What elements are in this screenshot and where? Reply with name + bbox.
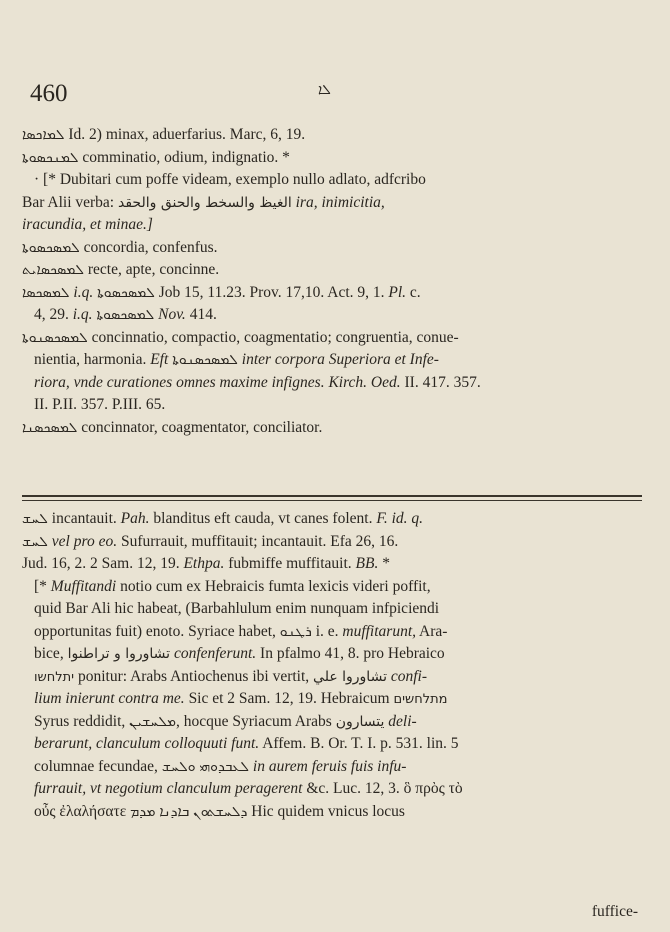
text-run: Bar Alii verba: (22, 193, 118, 211)
text-run: concinnator, coagmentator, conciliator. (77, 418, 323, 436)
text-run: comminatio, odium, indignatio. * (78, 148, 290, 166)
text-run: 414. (185, 306, 217, 323)
text-line (22, 417, 638, 440)
text-line (22, 621, 642, 644)
text-line (22, 372, 638, 395)
syriac-word: الغيظ والسخط والحنق والحقد (118, 194, 292, 211)
text-run: οὖς ἐλαλήσατε (34, 802, 131, 820)
text-run: inter corpora Superiora et Infe- (237, 351, 439, 368)
text-run: fubmiffe muffitauit. (224, 555, 356, 572)
text-line (22, 259, 638, 282)
syriac-word: ܠܡܣܟܣܘܬܐ (97, 284, 155, 301)
text-run: Ara- (416, 622, 448, 640)
text-line (22, 192, 638, 215)
text-line (22, 304, 638, 327)
text-run: i.q. (73, 283, 94, 301)
text-line (22, 553, 642, 576)
syriac-word: ܠܚܫ (22, 533, 48, 550)
text-run: BB. (355, 555, 379, 572)
catchword: fuffice- (591, 903, 638, 920)
text-run: Id. 2) minax, aduerfarius. Marc, 6, 19. (64, 126, 306, 143)
text-run: Muffitandi (50, 577, 117, 595)
syriac-word: ܕܠܚܫܬܘܢ (193, 803, 248, 820)
text-run: confi- (386, 667, 427, 685)
text-run: bice, (34, 645, 68, 662)
text-line (22, 394, 638, 417)
text-run: Job 15, 11.23. Prov. 17,10. Act. 9, 1. (154, 283, 389, 301)
text-run: notio cum ex Hebraicis fumta lexicis videri poffit, (116, 577, 431, 595)
syriac-word: ܠܡܣܟܣܘܬܐ (96, 307, 155, 323)
text-line (22, 282, 638, 305)
section-rule-thin (22, 500, 642, 501)
text-line (22, 576, 642, 599)
syriac-word: ܠܥܒܕܘܗܝ (199, 758, 250, 775)
text-run: i.q. (72, 306, 93, 323)
text-run: vel pro eo. (47, 532, 118, 550)
text-line (22, 688, 642, 711)
text-run: recte, apte, concinne. (84, 261, 220, 278)
text-run: columnae fecundae, (34, 757, 162, 775)
syriac-word: تشاوروا علي (313, 668, 387, 685)
text-line (22, 531, 642, 554)
syriac-word: ܡܠܚܫܝܢ (129, 713, 176, 730)
text-run: concordia, confenfus. (79, 238, 218, 256)
text-run: II. P.II. 357. P.III. 65. (34, 396, 166, 413)
text-line (22, 349, 638, 372)
text-run: In pfalmo 41, 8. pro Hebraico (256, 645, 445, 662)
syriac-word: ܪܛܢܘ (279, 623, 312, 640)
hebrew-word: יתלחשו (34, 669, 75, 685)
running-head: ܠܐ (318, 82, 331, 98)
text-line (22, 169, 638, 192)
text-line (22, 508, 642, 531)
text-run: · [* Dubitari cum poffe videam, exemplo nullo adlato, adfcribo (34, 171, 426, 188)
text-run: [* (34, 577, 51, 595)
text-run: incantauit. (47, 510, 121, 527)
syriac-word: ܒܐܕܢܐ (159, 803, 190, 820)
text-run: ira, inimicitia, (291, 193, 385, 211)
text-line (22, 801, 642, 824)
syriac-word: ܠܡܣܟܣܢܘܬܐ (172, 352, 238, 368)
text-run: confenferunt. (170, 645, 257, 662)
syriac-word: ܠܡܣܟܣܐܝܬ (22, 262, 85, 278)
text-run: lium inierunt contra me. (34, 690, 185, 707)
page-header (0, 80, 670, 106)
page-number: 460 (30, 80, 68, 107)
syriac-word: ܠܚܫ (22, 511, 48, 527)
text-run: opportunitas fuit) enoto. Syriace habet, (34, 622, 280, 640)
text-run: Ethpa. (183, 555, 225, 572)
text-run: i. e. (311, 622, 343, 640)
text-run: 4, 29. (34, 306, 73, 323)
text-line (22, 666, 642, 689)
text-run: II. 417. 357. (400, 373, 481, 391)
text-run: muffitarunt, (342, 622, 417, 640)
syriac-word: يتسارون (335, 713, 385, 730)
text-run: c. (406, 283, 421, 301)
syriac-word: ܠܡܢܟܣܘܬܐ (22, 149, 79, 166)
text-run: F. id. q. (376, 510, 423, 527)
text-run: quid Bar Ali hic habeat, (Barbahlulum enim nunquam infpiciendi (34, 600, 440, 617)
text-run: Eft (150, 351, 169, 368)
text-run: Sufurrauit, muffitauit; incantauit. Efa 26, 16. (117, 532, 399, 550)
text-run: , hocque Syriacum Arabs (176, 712, 336, 730)
text-run: Affem. B. Or. T. I. p. 531. lin. 5 (259, 735, 459, 752)
text-line (22, 214, 638, 237)
text-run: deli- (384, 712, 417, 730)
text-run: Jud. 16, 2. 2 Sam. 12, 19. (22, 555, 184, 572)
text-line (22, 327, 638, 350)
hebrew-word: מתלחשים (393, 692, 448, 707)
text-run: Hic quidem vnicus locus (247, 802, 405, 820)
entries-block-2 (22, 508, 642, 823)
text-line (22, 733, 642, 756)
text-run: Pl. (388, 283, 407, 301)
syriac-word: ܠܡܣܟܣܢܘܬܐ (22, 329, 88, 346)
text-line (22, 643, 642, 666)
text-run: berarunt, clanculum colloquuti funt. (34, 735, 260, 752)
syriac-word: ܠܡܣܟܣܐ (22, 284, 70, 301)
syriac-word: ܠܡܣܟܣܢܐ (22, 419, 78, 436)
text-run: nientia, harmonia. (34, 351, 151, 368)
text-line (22, 756, 642, 779)
text-run: * (378, 555, 390, 572)
text-line (22, 147, 638, 170)
text-line (22, 124, 638, 147)
syriac-word: ܠܡܐܟܣܐ (22, 127, 65, 143)
text-run: Pah. (120, 510, 150, 527)
text-run: ponitur: Arabs Antiochenus ibi vertit, (74, 667, 314, 685)
entries-block-1 (22, 124, 638, 439)
syriac-word: ܡܕܡ (130, 803, 156, 820)
text-run: Nov. (158, 306, 186, 323)
text-run: in aurem feruis fuis infu- (249, 757, 407, 775)
text-run: blanditus eft cauda, vt canes folent. (149, 510, 377, 527)
text-run: riora, vnde curationes omnes maxime infignes. Kirch. Oed. (34, 373, 401, 391)
text-run: Sic et 2 Sam. 12, 19. Hebraicum (184, 690, 394, 707)
text-line (22, 778, 642, 801)
section-rule (22, 495, 642, 497)
text-run: &c. Luc. 12, 3. ὃ πρὸς τὸ (302, 780, 463, 797)
text-line (22, 598, 642, 621)
text-run: concinnatio, compactio, coagmentatio; congruentia, conue- (87, 328, 459, 346)
syriac-word: ܘܠܚܫ (161, 758, 196, 775)
text-run: furrauit, vt negotium clanculum peragerent (34, 780, 303, 797)
syriac-word: تشاوروا و تراطنوا (67, 646, 171, 662)
text-run: iracundia, et minae.] (22, 216, 153, 233)
text-run: Syrus reddidit, (34, 712, 130, 730)
syriac-word: ܠܡܣܟܣܘܬܐ (22, 239, 80, 256)
text-line (22, 711, 642, 734)
text-line (22, 237, 638, 260)
